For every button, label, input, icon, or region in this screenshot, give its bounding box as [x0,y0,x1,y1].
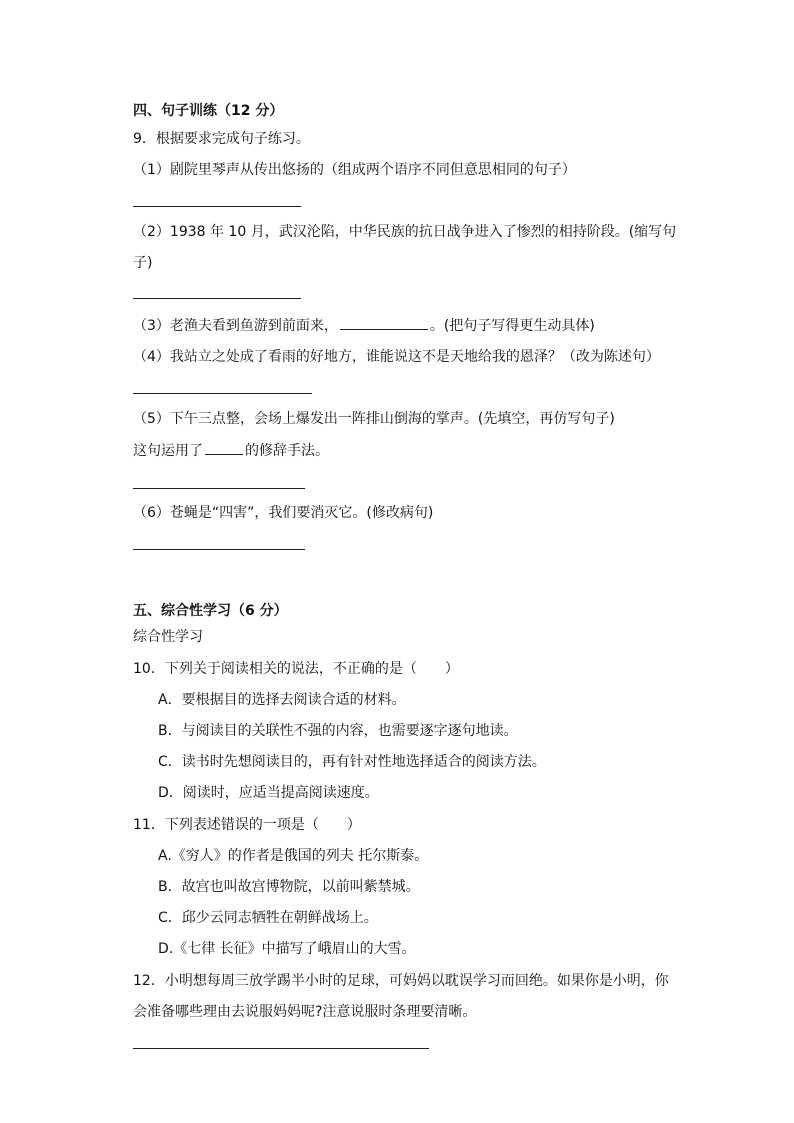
q11-option-b[interactable]: B．故宫也叫故宫博物院，以前叫紫禁城。 [158,879,420,895]
q9-sub5-fill [133,440,329,461]
q9-sub6: （6）苍蝇是“四害”，我们要消灭它。(修改病句) [133,505,434,521]
q9-sub2-answer-line[interactable] [133,298,301,299]
q9-sub6-answer-line[interactable] [133,549,305,550]
q9-stem: 9．根据要求完成句子练习。 [133,131,310,147]
section5-heading: 五、综合性学习（6 分） [133,603,288,619]
q12-answer-line[interactable] [133,1048,429,1049]
q9-sub4: （4）我站立之处成了看雨的好地方，谁能说这不是天地给我的恩泽？（改为陈述句） [133,349,660,365]
q11-option-d[interactable]: D.《七律 长征》中描写了峨眉山的大雪。 [158,941,416,957]
q9-sub5-fill-after: 的修辞手法。 [245,443,329,459]
q9-sub5-blank[interactable] [205,440,243,455]
q9-sub3-blank[interactable] [340,315,428,330]
q9-sub3-text-after: 。(把句子写得更生动具体) [429,318,595,334]
q9-sub4-answer-line[interactable] [133,393,312,394]
q9-sub1-answer-line[interactable] [133,206,301,207]
q11-option-c[interactable]: C．邱少云同志牺牲在朝鲜战场上。 [158,910,378,926]
q10-stem: 10．下列关于阅读相关的说法，不正确的是（ ） [133,661,459,677]
q9-sub5: （5）下午三点整，会场上爆发出一阵排山倒海的掌声。(先填空，再仿写句子) [133,411,615,427]
q10-option-a[interactable]: A．要根据目的选择去阅读合适的材料。 [158,692,406,708]
q9-sub5-fill-before: 这句运用了 [133,443,203,459]
q9-sub3-text-before: （3）老渔夫看到鱼游到前面来， [133,318,338,334]
q10-option-c[interactable]: C．读书时先想阅读目的，再有针对性地选择适合的阅读方法。 [158,754,546,770]
section5-subheading: 综合性学习 [133,629,203,645]
q9-sub1: （1）剧院里琴声从传出悠扬的（组成两个语序不同但意思相同的句子） [133,162,576,178]
q9-sub5-answer-line[interactable] [133,488,305,489]
q9-sub2-line1: （2）1938 年 10 月，武汉沦陷，中华民族的抗日战争进入了惨烈的相持阶段。(缩写句 [133,224,677,240]
section4-heading: 四、句子训练（12 分） [133,103,284,119]
q10-option-b[interactable]: B．与阅读目的关联性不强的内容，也需要逐字逐句地读。 [158,723,518,739]
q10-option-d[interactable]: D．阅读时，应适当提高阅读速度。 [158,785,379,801]
q11-stem: 11．下列表述错误的一项是（ ） [133,817,361,833]
q12-line2: 会准备哪些理由去说服妈妈呢?注意说服时条理要清晰。 [133,1004,477,1020]
q11-option-a[interactable]: A.《穷人》的作者是俄国的列夫 托尔斯泰。 [158,848,429,864]
q9-sub2-line2: 子) [133,255,153,271]
q12-line1: 12．小明想每周三放学踢半小时的足球，可妈妈以耽误学习而回绝。如果你是小明，你 [133,973,669,989]
q9-sub3 [133,315,595,336]
